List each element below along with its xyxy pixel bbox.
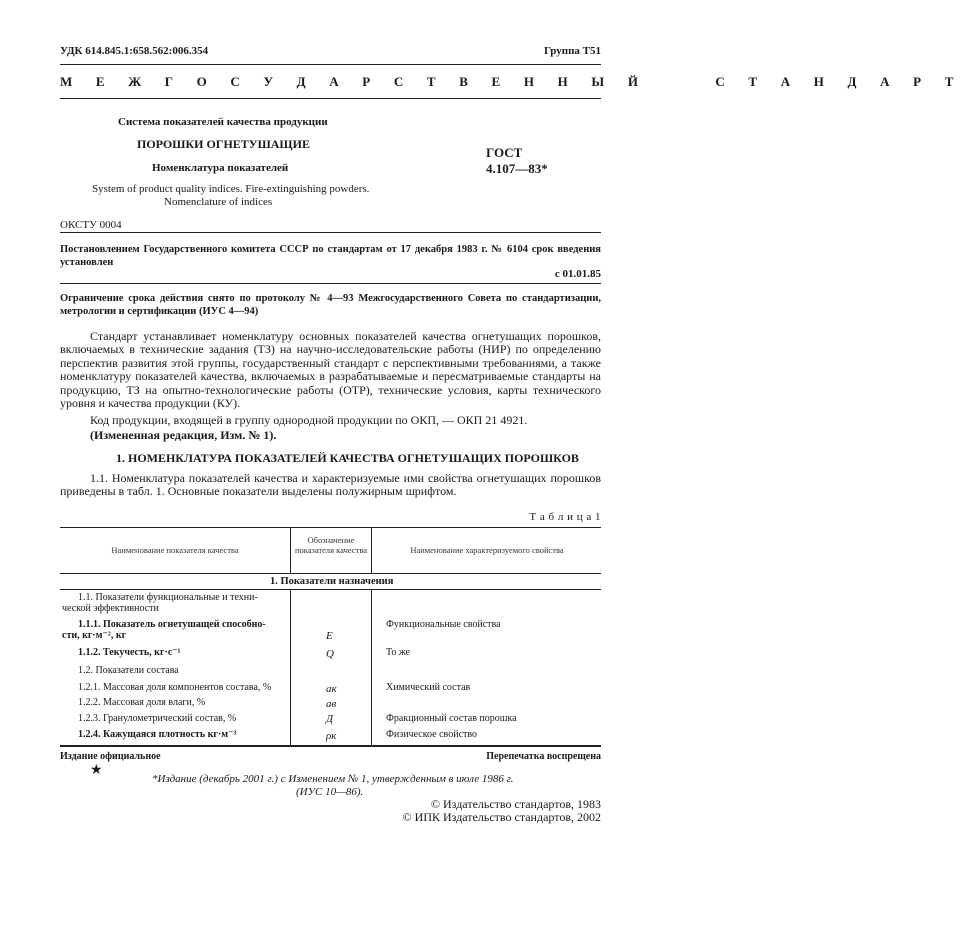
english-title-line2: Nomenclature of indices	[164, 196, 273, 208]
decree-rule	[60, 283, 601, 284]
table-row: 1.2.4. Кажущаяся плотность кг·м⁻³	[78, 729, 237, 740]
table-section-title: 1. Показатели назначения	[270, 576, 394, 587]
okstu-code: ОКСТУ 0004	[60, 219, 122, 231]
copyright-2002: © ИПК Издательство стандартов, 2002	[402, 810, 601, 824]
main-title: ПОРОШКИ ОГНЕТУШАЩИЕ	[137, 137, 310, 151]
table-row	[78, 647, 181, 659]
table-caption: Т а б л и ц а 1	[529, 511, 601, 523]
symbol-cell: E	[326, 630, 333, 642]
table-row: 1.2.1. Массовая доля компонентов состава, %	[78, 682, 272, 693]
official-edition: Издание официальное	[60, 751, 161, 762]
gost-label: ГОСТ	[486, 145, 523, 160]
property-cell: Функциональные свойства	[386, 619, 501, 630]
section1-heading: 1. НОМЕНКЛАТУРА ПОКАЗАТЕЛЕЙ КАЧЕСТВА ОГНЕТУШАЩИХ ПОРОШКОВ	[116, 451, 579, 465]
copyright-1983: © Издательство стандартов, 1983	[430, 797, 601, 811]
symbol-cell: Q	[326, 648, 334, 660]
section1-paragraph: 1.1. Номенклатура показателей качества и характеризуемые ими свойства огнетушащих порошков приведены в табл. 1. Основные показатели выделены полужирным шрифтом.	[60, 471, 601, 499]
edition-note: *Издание (декабрь 2001 г.) с Изменением № 1, утвержденным в июле 1986 г.	[152, 773, 514, 785]
ius-note: (ИУС 10—86).	[296, 786, 364, 798]
property-cell: Химический состав	[386, 682, 471, 693]
okstu-rule	[60, 232, 601, 233]
subtitle: Номенклатура показателей	[152, 162, 289, 174]
table-row: 1.2.3. Гранулометрический состав, %	[78, 713, 237, 724]
symbol-cell: Д	[326, 713, 333, 725]
effective-date: с 01.01.85	[554, 268, 601, 280]
limitation-text: Ограничение срока действия снято по протоколу № 4—93 Межгосударственного Совета по стандартизации, метрологии и сертификации (ИУС 4—94)	[60, 293, 601, 317]
gost-number: 4.107—83*	[486, 161, 548, 176]
intro-paragraph: Стандарт устанавливает номенклатуру основных показателей качества огнетушащих порошков, включаемых в технические задания (ТЗ) на научно-исследовательские работы (НИР) по определению перспектив развития этой группы, государственный стандарт с перспективными требованиями, а также номенклатуру показателей качества, включаемых в разрабатываемые и пересматриваемые стандарты на продукцию, ТЗ на опытно-технологические работы (ОТР), технические условия, карты технического уровня и качества продукции (КУ).	[60, 329, 601, 411]
row-name: 1.1.2. Текучесть, кг·с⁻¹	[78, 647, 181, 658]
banner-rule	[60, 98, 601, 99]
symbol-cell: ρк	[326, 730, 337, 742]
property-cell: Физическое свойство	[386, 729, 478, 740]
symbol-cell: aк	[326, 683, 337, 695]
top-rule	[60, 64, 601, 65]
star-icon: ★	[90, 763, 103, 778]
system-title: Система показателей качества продукции	[118, 116, 328, 128]
table-row: 1.2.2. Массовая доля влаги, %	[78, 697, 206, 708]
udk-code: УДК 614.845.1:658.562:006.354	[60, 45, 209, 57]
table-row: 1.2. Показатели состава	[78, 665, 179, 676]
standard-banner: М Е Ж Г О С У Д А Р С Т В Е Н Н Ы Й С Т А Н Д А Р Т	[60, 74, 964, 89]
symbol-cell: aв	[326, 698, 337, 710]
decree-text: Постановлением Государственного комитета СССР по стандартам от 17 декабря 1983 г. № 6104 срок введения установлен	[60, 244, 601, 268]
okp-paragraph: Код продукции, входящей в группу однородной продукции по ОКП, — ОКП 21 4921.	[90, 413, 528, 427]
revision-note: (Измененная редакция, Изм. № 1).	[90, 428, 277, 442]
property-cell: Фракционный состав порошка	[386, 713, 517, 724]
col-header-property: Наименование характеризуемого свойства	[410, 545, 564, 555]
property-cell: То же	[386, 647, 411, 658]
col-header-symbol: Обозначение показателя качества	[294, 535, 368, 555]
table-row-cont: ческой эффективности	[62, 603, 159, 614]
reprint-prohibited: Перепечатка воспрещена	[486, 751, 601, 762]
table-row-cont: сти, кг·м⁻², кг	[62, 630, 127, 641]
table-row: 1.1. Показатели функциональные и техни-	[78, 592, 258, 603]
english-title-line1: System of product quality indices. Fire-extinguishing powders.	[92, 183, 370, 195]
group-label: Группа Т51	[543, 45, 601, 57]
col-header-name: Наименование показателя качества	[111, 545, 239, 555]
table-row: 1.1.1. Показатель огнетушащей способно-	[78, 619, 266, 630]
